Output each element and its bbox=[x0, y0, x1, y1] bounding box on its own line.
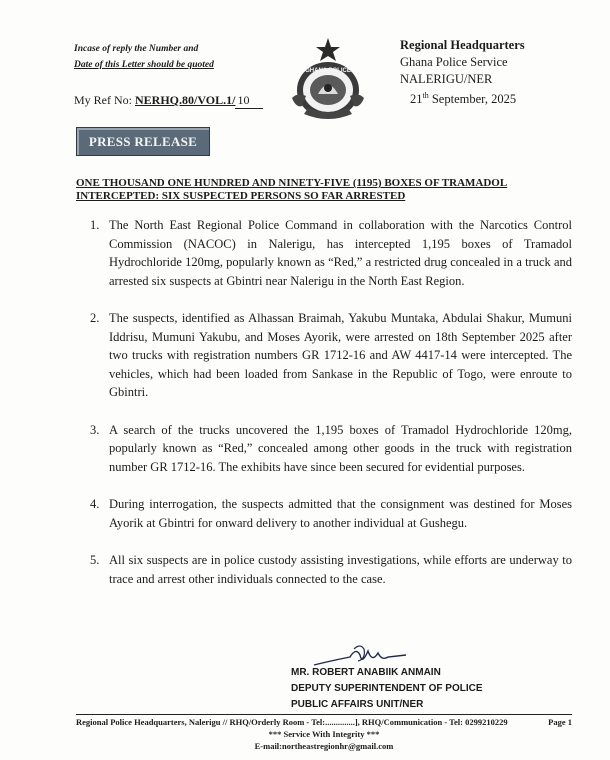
paragraph-1: 1. The North East Regional Police Command in collaboration with the Narcotics Control Commission (NACOC) in Nalerigu, has intercepted 1,195 boxes of Tramadol Hydrochloride 120mg, popularly known as “Red,” a restricted drug concealed in a truck and arrested six suspects at Gbintri near Nalerigu in the North East Region. bbox=[90, 218, 572, 288]
ghana-police-emblem-icon bbox=[288, 36, 368, 122]
release-body bbox=[90, 216, 572, 607]
signatory-name: MR. ROBERT ANABIIK ANMAIN bbox=[291, 667, 441, 678]
paragraph-4: 4. During interrogation, the suspects admitted that the consignment was destined for Moses Ayorik at Gbintri for onward delivery to another individual at Gushegu. bbox=[90, 497, 572, 530]
hq-org: Ghana Police Service bbox=[400, 55, 508, 69]
headline: ONE THOUSAND ONE HUNDRED AND NINETY-FIVE (1195) BOXES OF TRAMADOL INTERCEPTED: SIX SUSPECTED PERSONS SO FAR ARRESTED bbox=[76, 177, 508, 202]
reply-note bbox=[74, 41, 214, 73]
footer-rule bbox=[76, 714, 572, 715]
footer-motto: *** Service With Integrity *** bbox=[268, 729, 380, 739]
footer-contacts: Regional Police Headquarters, Nalerigu // RHQ/Orderly Room - Tel:..............], RHQ/Communication - Tel: 0299210229 bbox=[76, 717, 508, 727]
footer bbox=[76, 716, 572, 752]
footer-page: Page 1 bbox=[548, 717, 572, 727]
signatory-block bbox=[291, 665, 483, 713]
hq-address bbox=[400, 37, 525, 88]
reference-number bbox=[74, 93, 263, 109]
date-rest: September, 2025 bbox=[428, 92, 517, 107]
date-ordinal: th bbox=[422, 91, 429, 100]
hq-title: Regional Headquarters bbox=[400, 38, 525, 52]
reply-note-line2: Date of this Letter should be quoted bbox=[74, 60, 214, 70]
emblem-text: GHANA POLICE bbox=[305, 68, 351, 74]
reply-note-line1: Incase of reply the Number and bbox=[74, 44, 199, 54]
footer-email: E-mail:northeastregionhr@gmail.com bbox=[254, 741, 394, 751]
letter-date bbox=[410, 91, 516, 107]
paragraph-2: 2. The suspects, identified as Alhassan Braimah, Yakubu Muntaka, Abdulai Shakur, Mumuni Iddrisu, Mumuni Yakubu, and Moses Ayorik, were arrested on 18th September 2025 after two trucks with registration numbers GR 1712-16 and AW 4417-14 were intercepted. The vehicles, which had been loaded from Sankase in the Republic of Togo, were enroute to Gbintri. bbox=[90, 311, 572, 399]
hq-location: NALERIGU/NER bbox=[400, 72, 493, 86]
paragraph-3: 3. A search of the trucks uncovered the 1,195 boxes of Tramadol Hydrochloride 120mg, popularly known as “Red,” concealed among other goods in the truck with registration number GR 1712-16. The exhibits have since been secured for evidential purposes. bbox=[90, 422, 572, 474]
signatory-unit: PUBLIC AFFAIRS UNIT/NER bbox=[291, 699, 424, 710]
date-day: 21 bbox=[410, 92, 423, 107]
signatory-rank: DEPUTY SUPERINTENDENT OF POLICE bbox=[291, 683, 483, 694]
ref-suffix: 10 bbox=[235, 93, 263, 109]
press-release-banner: PRESS RELEASE bbox=[76, 127, 210, 156]
ref-number: NERHQ.80/VOL.1/ bbox=[135, 93, 236, 107]
ref-prefix: My Ref No: bbox=[74, 93, 135, 107]
paragraph-5: 5. All six suspects are in police custody assisting investigations, while efforts are underway to trace and arrest other individuals connected to the case. bbox=[90, 553, 572, 586]
